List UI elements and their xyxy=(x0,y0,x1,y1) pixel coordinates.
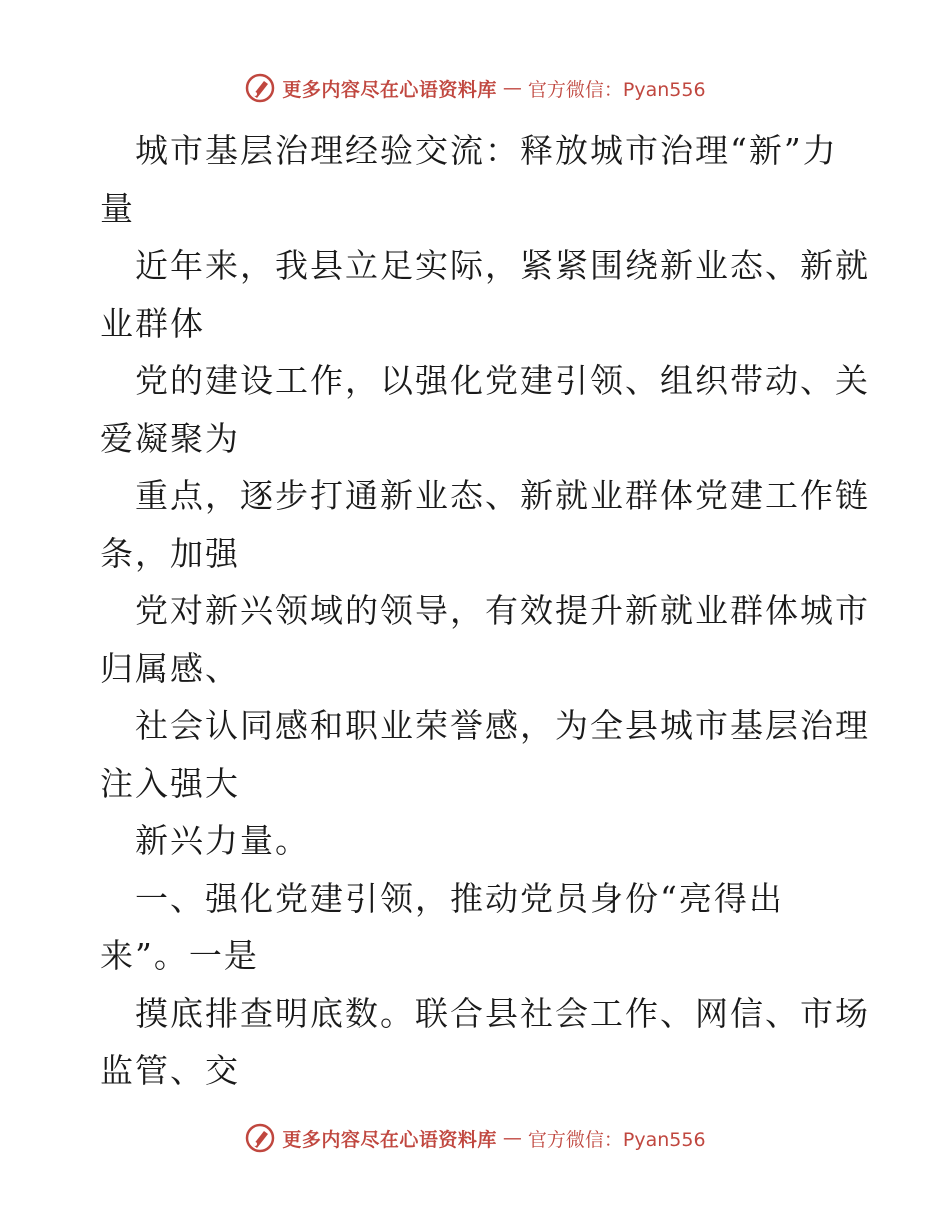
pen-logo-icon xyxy=(244,72,276,104)
body-line: 社会认同感和职业荣誉感，为全县城市基层治理 xyxy=(135,706,870,745)
banner-separator: — xyxy=(502,77,522,99)
banner-wechat: 官方微信：Pyan556 xyxy=(527,1128,706,1151)
banner-wechat: 官方微信：Pyan556 xyxy=(527,78,706,101)
body-line: 业群体 xyxy=(100,303,205,343)
body-line: 党的建设工作，以强化党建引领、组织带动、关 xyxy=(135,361,870,400)
banner-brand: 更多内容尽在心语资料库 xyxy=(282,78,497,101)
body-line: 量 xyxy=(100,188,135,228)
body-line: 来”。一是 xyxy=(100,936,259,975)
header-banner xyxy=(0,72,950,104)
body-line: 近年来，我县立足实际，紧紧围绕新业态、新就 xyxy=(135,246,870,285)
body-line: 摸底排查明底数。联合县社会工作、网信、市场 xyxy=(135,993,870,1033)
body-line: 党对新兴领域的领导，有效提升新就业群体城市 xyxy=(135,591,870,630)
body-line: 新兴力量。 xyxy=(135,821,310,860)
footer-banner xyxy=(0,1122,950,1154)
body-line: 归属感、 xyxy=(100,648,240,688)
document-body xyxy=(100,122,870,1100)
body-line: 监管、交 xyxy=(100,1051,240,1090)
body-line: 城市基层治理经验交流：释放城市治理“新”力 xyxy=(135,131,838,170)
body-line: 条，加强 xyxy=(100,533,240,573)
body-line: 重点，逐步打通新业态、新就业群体党建工作链 xyxy=(135,476,870,515)
body-line: 一、强化党建引领，推动党员身份“亮得出 xyxy=(135,878,784,918)
body-line: 爱凝聚为 xyxy=(100,418,240,458)
pen-logo-icon xyxy=(244,1122,276,1154)
banner-separator: — xyxy=(502,1127,522,1149)
body-line: 注入强大 xyxy=(100,763,240,803)
banner-brand: 更多内容尽在心语资料库 xyxy=(282,1128,497,1151)
